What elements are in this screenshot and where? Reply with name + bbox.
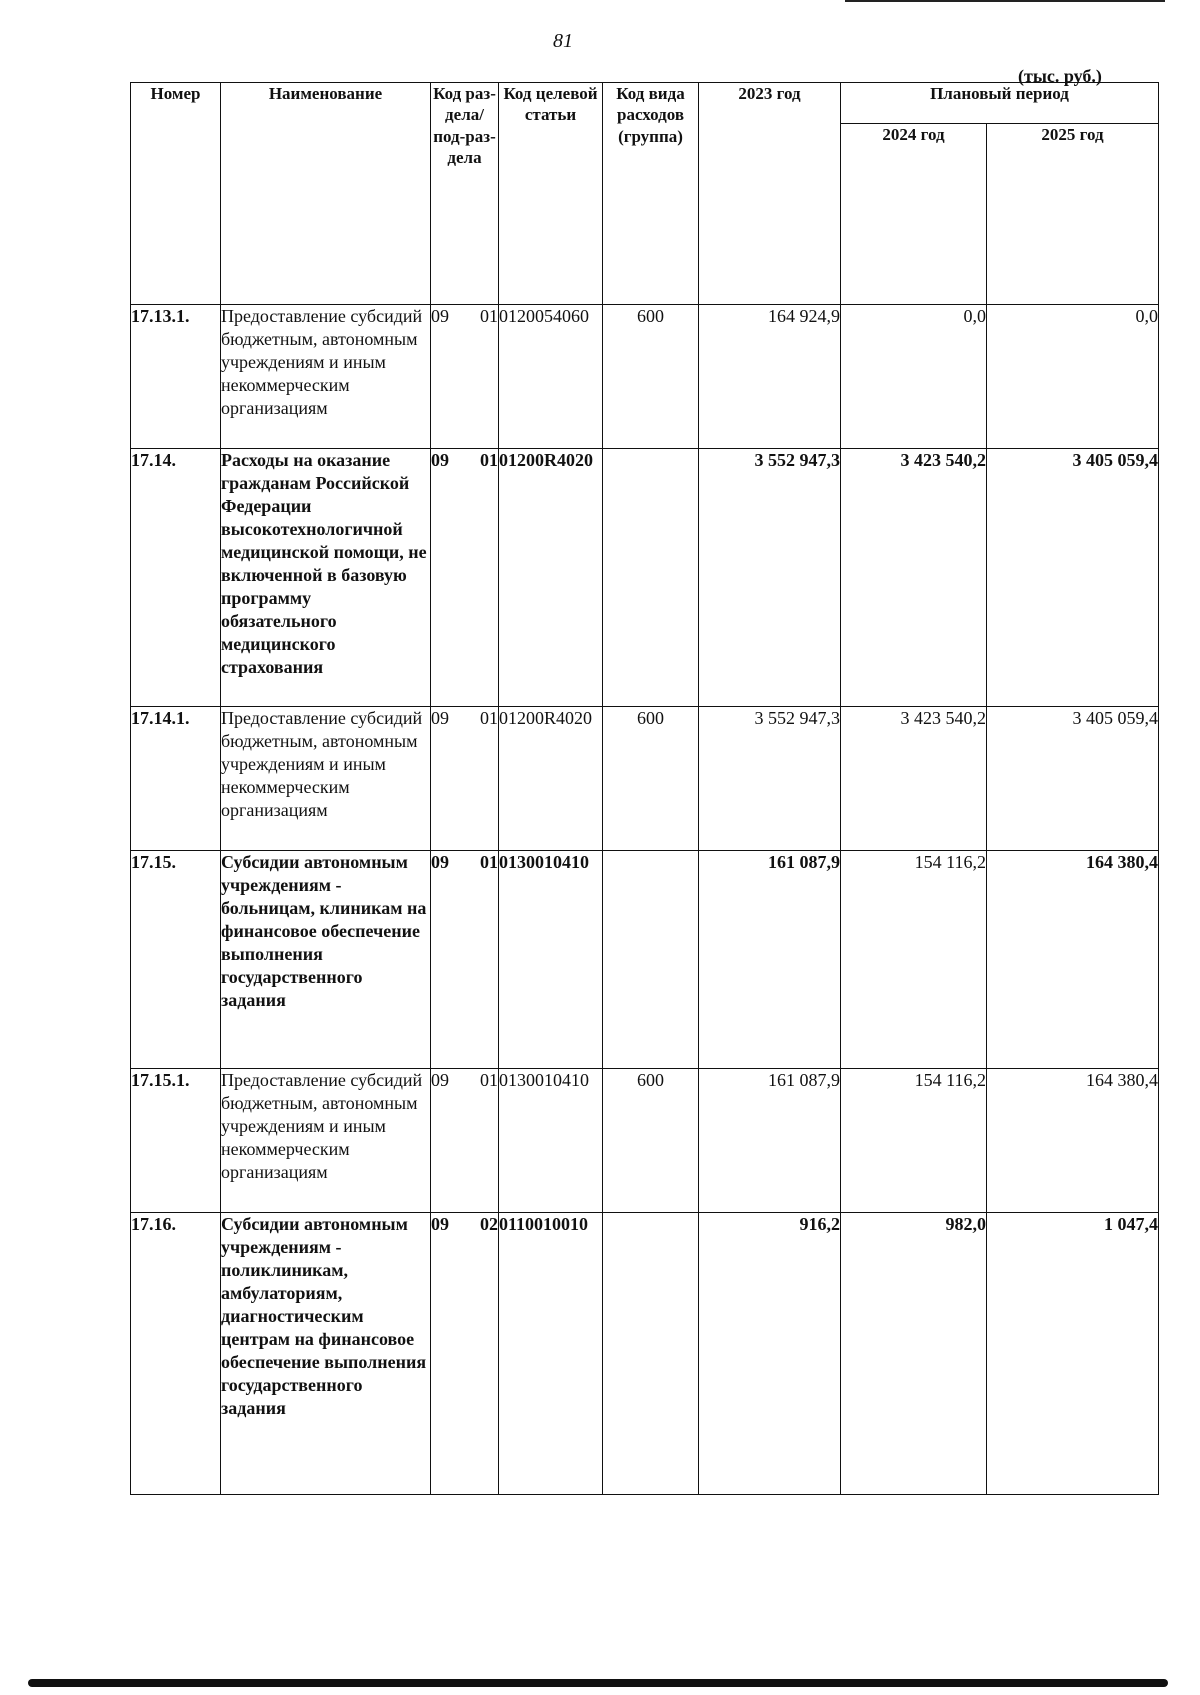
header-number: Номер	[131, 83, 221, 305]
row-prz: 01	[480, 450, 498, 470]
row-2024: 982,0	[841, 1213, 987, 1495]
row-target-article: 01200R4020	[499, 707, 603, 851]
page-number: 81	[553, 30, 573, 52]
row-expense-type: 600	[603, 1069, 699, 1213]
row-2025: 3 405 059,4	[987, 707, 1159, 851]
row-2023: 3 552 947,3	[699, 707, 841, 851]
row-2023: 916,2	[699, 1213, 841, 1495]
row-2024: 154 116,2	[841, 1069, 987, 1213]
row-rz: 09	[431, 1070, 449, 1090]
row-number: 17.14.	[131, 449, 221, 707]
row-number: 17.16.	[131, 1213, 221, 1495]
row-2025: 164 380,4	[987, 1069, 1159, 1213]
header-target-article: Код целевой статьи	[499, 83, 603, 305]
row-prz: 01	[480, 852, 498, 872]
row-prz: 01	[480, 708, 498, 728]
row-2024: 154 116,2	[841, 851, 987, 1069]
row-number: 17.14.1.	[131, 707, 221, 851]
row-number: 17.13.1.	[131, 305, 221, 449]
header-name: Наименование	[221, 83, 431, 305]
row-name: Предоставление субсидий бюджетным, автономным учреждениям и иным некоммерческим организациям	[221, 1069, 431, 1213]
row-prz: 01	[480, 306, 498, 326]
row-razdel	[431, 1069, 499, 1213]
row-2023: 3 552 947,3	[699, 449, 841, 707]
row-rz: 09	[431, 450, 449, 470]
bottom-rule	[28, 1679, 1168, 1687]
row-razdel	[431, 1213, 499, 1495]
row-2025: 1 047,4	[987, 1213, 1159, 1495]
row-expense-type	[603, 1213, 699, 1495]
row-number: 17.15.	[131, 851, 221, 1069]
row-2024: 0,0	[841, 305, 987, 449]
row-rz: 09	[431, 852, 449, 872]
row-2025: 164 380,4	[987, 851, 1159, 1069]
row-prz: 01	[480, 1070, 498, 1090]
header-plan-period: Плановый период	[841, 83, 1159, 124]
row-2023: 161 087,9	[699, 1069, 841, 1213]
row-2023: 164 924,9	[699, 305, 841, 449]
row-prz: 02	[480, 1214, 498, 1234]
table-row	[131, 707, 1159, 851]
table-row	[131, 449, 1159, 707]
budget-table	[130, 82, 1159, 1495]
row-expense-type	[603, 851, 699, 1069]
row-name: Предоставление субсидий бюджетным, автономным учреждениям и иным некоммерческим организациям	[221, 707, 431, 851]
header-row	[131, 83, 1159, 124]
units-label: (тыс. руб.)	[1018, 66, 1102, 86]
header-expense-type: Код вида расходов (группа)	[603, 83, 699, 305]
row-razdel	[431, 851, 499, 1069]
row-2023: 161 087,9	[699, 851, 841, 1069]
row-razdel	[431, 305, 499, 449]
row-razdel	[431, 449, 499, 707]
header-2024: 2024 год	[841, 124, 987, 305]
table-row	[131, 1069, 1159, 1213]
row-rz: 09	[431, 1214, 449, 1234]
table-row	[131, 1213, 1159, 1495]
row-2024: 3 423 540,2	[841, 707, 987, 851]
row-rz: 09	[431, 306, 449, 326]
header-razdel: Код раз-дела/ под-раз-дела	[431, 83, 499, 305]
top-rule	[845, 0, 1165, 2]
row-expense-type	[603, 449, 699, 707]
row-target-article: 01200R4020	[499, 449, 603, 707]
row-name: Предоставление субсидий бюджетным, автономным учреждениям и иным некоммерческим организациям	[221, 305, 431, 449]
header-2023: 2023 год	[699, 83, 841, 305]
row-number: 17.15.1.	[131, 1069, 221, 1213]
row-target-article: 0130010410	[499, 1069, 603, 1213]
row-target-article: 0110010010	[499, 1213, 603, 1495]
row-razdel	[431, 707, 499, 851]
row-expense-type: 600	[603, 305, 699, 449]
row-2025: 0,0	[987, 305, 1159, 449]
row-target-article: 0130010410	[499, 851, 603, 1069]
row-rz: 09	[431, 708, 449, 728]
row-name: Расходы на оказание гражданам Российской Федерации высокотехнологичной медицинской помощи, не включенной в базовую программу обязательного медицинского страхования	[221, 449, 431, 707]
row-target-article: 0120054060	[499, 305, 603, 449]
row-2025: 3 405 059,4	[987, 449, 1159, 707]
row-name: Субсидии автономным учреждениям - поликлиникам, амбулаториям, диагностическим центрам на финансовое обеспечение выполнения государственного задания	[221, 1213, 431, 1495]
header-2025: 2025 год	[987, 124, 1159, 305]
row-name: Субсидии автономным учреждениям - больницам, клиникам на финансовое обеспечение выполнения государственного задания	[221, 851, 431, 1069]
row-2024: 3 423 540,2	[841, 449, 987, 707]
table-row	[131, 305, 1159, 449]
table-row	[131, 851, 1159, 1069]
row-expense-type: 600	[603, 707, 699, 851]
